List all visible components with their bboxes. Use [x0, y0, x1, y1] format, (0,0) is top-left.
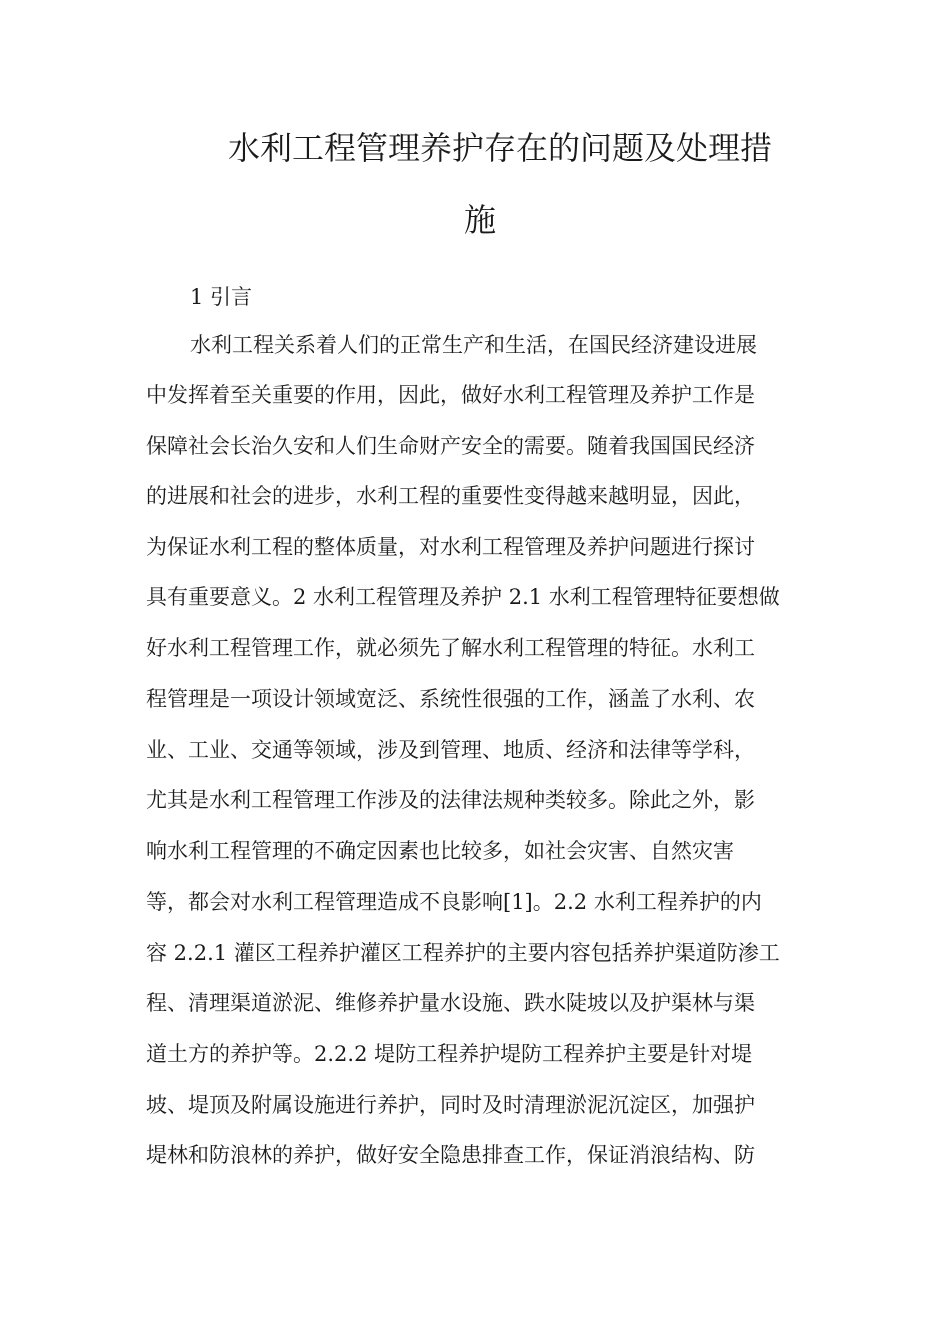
body-line: 具有重要意义。2 水利工程管理及养护 2.1 水利工程管理特征要想做 [146, 585, 780, 609]
body-line: 尤其是水利工程管理工作涉及的法律法规种类较多。除此之外，影 [146, 788, 755, 812]
section-heading: 1 引言 [190, 285, 253, 309]
body-line: 道土方的养护等。2.2.2 堤防工程养护堤防工程养护主要是针对堤 [146, 1042, 753, 1066]
body-line: 的进展和社会的进步，水利工程的重要性变得越来越明显，因此， [146, 484, 755, 508]
body-line: 保障社会长治久安和人们生命财产安全的需要。随着我国国民经济 [146, 434, 755, 458]
body-line: 中发挥着至关重要的作用，因此，做好水利工程管理及养护工作是 [146, 383, 755, 407]
document-title-line-2: 施 [463, 201, 496, 239]
body-line: 响水利工程管理的不确定因素也比较多，如社会灾害、自然灾害 [146, 839, 734, 863]
document-title-line-1: 水利工程管理养护存在的问题及处理措 [228, 129, 773, 167]
body-line: 业、工业、交通等领域，涉及到管理、地质、经济和法律等学科， [146, 738, 755, 762]
body-line: 好水利工程管理工作，就必须先了解水利工程管理的特征。水利工 [146, 636, 755, 660]
body-line: 水利工程关系着人们的正常生产和生活，在国民经济建设进展 [190, 333, 757, 357]
body-line: 堤林和防浪林的养护，做好安全隐患排查工作，保证消浪结构、防 [146, 1143, 755, 1167]
body-line: 坡、堤顶及附属设施进行养护，同时及时清理淤泥沉淀区，加强护 [146, 1093, 755, 1117]
body-line: 程管理是一项设计领域宽泛、系统性很强的工作，涵盖了水利、农 [146, 687, 755, 711]
body-line: 容 2.2.1 灌区工程养护灌区工程养护的主要内容包括养护渠道防渗工 [146, 941, 780, 965]
body-line: 为保证水利工程的整体质量，对水利工程管理及养护问题进行探讨 [146, 535, 755, 559]
body-line: 程、清理渠道淤泥、维修养护量水设施、跌水陡坡以及护渠林与渠 [146, 991, 755, 1015]
body-line: 等，都会对水利工程管理造成不良影响[1]。2.2 水利工程养护的内 [146, 890, 762, 914]
